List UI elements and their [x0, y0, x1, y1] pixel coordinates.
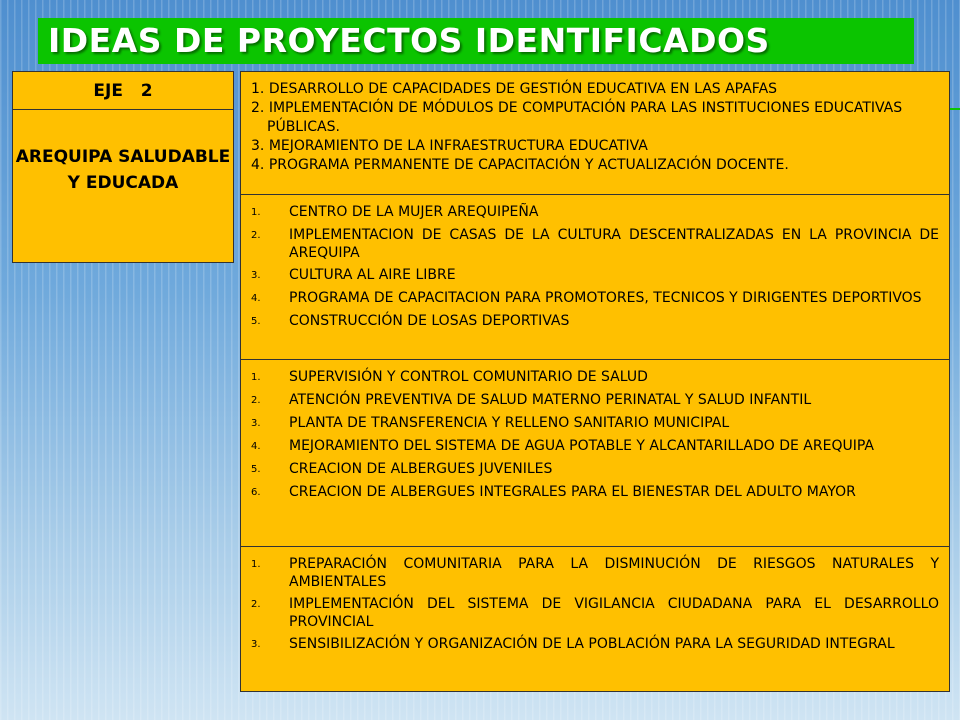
list-item: 6. CREACION DE ALBERGUES INTEGRALES PARA EL BIENESTAR DEL ADULTO MAYOR — [251, 484, 856, 500]
section-education — [241, 72, 949, 194]
list-item: 4. PROGRAMA DE CAPACITACION PARA PROMOTORES, TECNICOS Y DIRIGENTES DEPORTIVOS — [251, 290, 922, 306]
section-culture-sports — [241, 194, 949, 359]
list-item: 1. PREPARACIÓN COMUNITARIA PARA LA DISMINUCIÓN DE RIESGOS NATURALES Y AMBIENTALES — [251, 556, 939, 590]
list-item: 5. CREACION DE ALBERGUES JUVENILES — [251, 461, 553, 477]
list-item: 1. DESARROLLO DE CAPACIDADES DE GESTIÓN EDUCATIVA EN LAS APAFAS — [251, 81, 778, 97]
list-item: 2. ATENCIÓN PREVENTIVA DE SALUD MATERNO PERINATAL Y SALUD INFANTIL — [251, 392, 812, 408]
list-item: 3. MEJORAMIENTO DE LA INFRAESTRUCTURA EDUCATIVA — [251, 138, 648, 154]
list-item: 1. CENTRO DE LA MUJER AREQUIPEÑA — [251, 204, 539, 220]
list-item: 4. PROGRAMA PERMANENTE DE CAPACITACIÓN Y ACTUALIZACIÓN DOCENTE. — [251, 157, 789, 173]
list-item: 1. SUPERVISIÓN Y CONTROL COMUNITARIO DE SALUD — [251, 369, 648, 385]
section-security — [241, 546, 949, 691]
list-item: 2. IMPLEMENTACIÓN DE MÓDULOS DE COMPUTACIÓN PARA LAS INSTITUCIONES EDUCATIVAS PÚBLICAS. — [251, 100, 903, 135]
list-item: 2. IMPLEMENTACION DE CASAS DE LA CULTURA DESCENTRALIZADAS EN LA PROVINCIA DE AREQUIPA — [251, 227, 939, 261]
list-item: 3. SENSIBILIZACIÓN Y ORGANIZACIÓN DE LA POBLACIÓN PARA LA SEGURIDAD INTEGRAL — [251, 636, 895, 652]
section-health — [241, 359, 949, 546]
axis-name: AREQUIPA SALUDABLE Y EDUCADA — [15, 147, 231, 193]
axis-box — [12, 71, 234, 263]
list-item: 3. PLANTA DE TRANSFERENCIA Y RELLENO SANITARIO MUNICIPAL — [251, 415, 730, 431]
list-item: 4. MEJORAMIENTO DEL SISTEMA DE AGUA POTABLE Y ALCANTARILLADO DE AREQUIPA — [251, 438, 874, 454]
projects-table — [240, 71, 950, 692]
slide-title: IDEAS DE PROYECTOS IDENTIFICADOS — [48, 21, 770, 60]
decorative-line — [950, 108, 960, 110]
list-item: 5. CONSTRUCCIÓN DE LOSAS DEPORTIVAS — [251, 313, 570, 329]
list-item: 3. CULTURA AL AIRE LIBRE — [251, 267, 456, 283]
title-banner — [38, 18, 914, 64]
axis-label: EJE 2 — [13, 72, 233, 110]
list-item: 2. IMPLEMENTACIÓN DEL SISTEMA DE VIGILANCIA CIUDADANA PARA EL DESARROLLO PROVINCIAL — [251, 596, 939, 630]
